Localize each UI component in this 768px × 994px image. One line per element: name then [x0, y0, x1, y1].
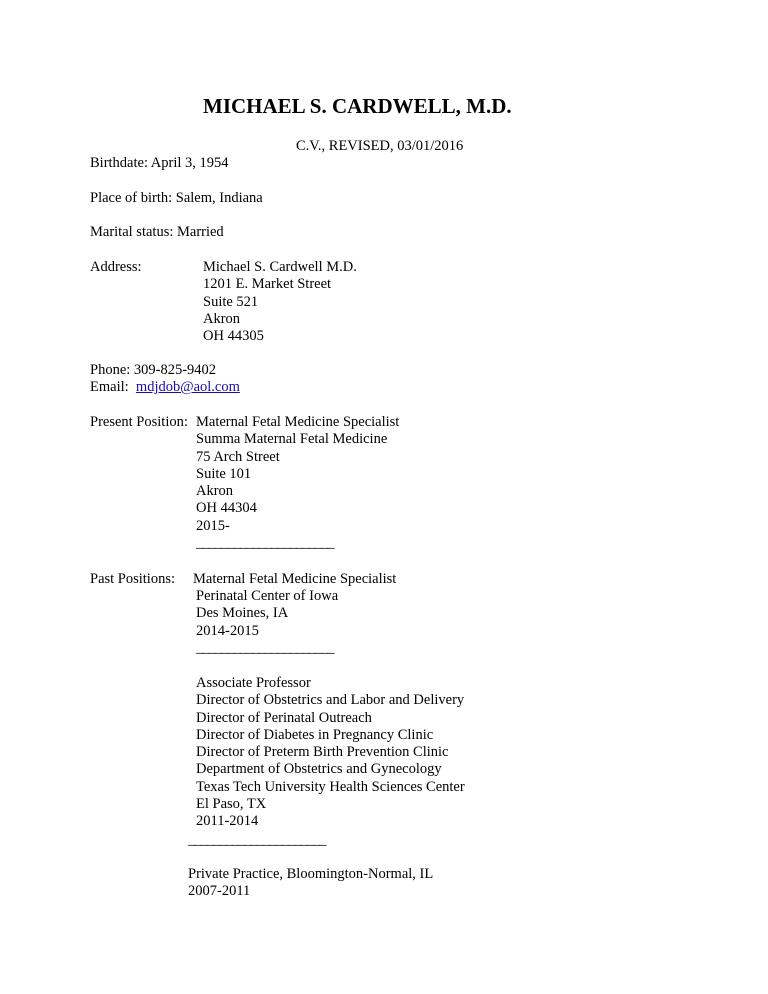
position-line: Private Practice, Bloomington-Normal, IL [188, 866, 434, 882]
address-line: Michael S. Cardwell M.D. [203, 259, 357, 275]
address-line: OH 44305 [203, 328, 264, 345]
separator-line: ______________________ [196, 535, 334, 552]
position-line: Suite 101 [196, 465, 252, 482]
position-line: Des Moines, IA [196, 605, 289, 622]
position-line: OH 44304 [196, 500, 257, 517]
position-line: Department of Obstetrics and Gynecology [196, 761, 442, 778]
email-label: Email: [90, 379, 129, 395]
position-line: 2015- [196, 517, 230, 534]
address-line: 1201 E. Market Street [203, 276, 332, 293]
position-line: Summa Maternal Fetal Medicine [196, 431, 388, 448]
position-line: 2014-2015 [196, 622, 259, 639]
email-row [90, 379, 240, 396]
position-line: 75 Arch Street [196, 448, 280, 465]
position-line: Director of Preterm Birth Prevention Clinic [196, 744, 449, 761]
iowa-position-first-line: Maternal Fetal Medicine Specialist [193, 571, 397, 587]
position-line: Akron [196, 483, 234, 500]
private-practice-block [188, 866, 433, 901]
address-line: Suite 521 [203, 293, 259, 310]
position-line: Texas Tech University Health Sciences Center [196, 778, 465, 795]
present-position-label: Present Position: [90, 414, 188, 430]
email-link[interactable]: mdjdob@aol.com [135, 379, 240, 395]
position-line: El Paso, TX [196, 796, 267, 813]
position-line: 2011-2014 [196, 813, 259, 830]
position-line: Director of Diabetes in Pregnancy Clinic [196, 726, 434, 743]
address-line: Akron [203, 310, 241, 327]
birthdate: Birthdate: April 3, 1954 [90, 155, 229, 171]
page-title: MICHAEL S. CARDWELL, M.D. [203, 94, 512, 118]
texas-tech-position-block [196, 675, 465, 831]
iowa-position-block [196, 588, 338, 657]
position-line: Perinatal Center of Iowa [196, 588, 339, 604]
position-line: Director of Perinatal Outreach [196, 709, 372, 726]
position-line: Maternal Fetal Medicine Specialist [196, 414, 400, 430]
past-positions-label: Past Positions: [90, 571, 176, 587]
phone: Phone: 309-825-9402 [90, 362, 217, 378]
separator-line: ______________________ [196, 639, 334, 656]
position-line: Associate Professor [196, 675, 311, 691]
position-line: Director of Obstetrics and Labor and Delivery [196, 692, 465, 709]
address-block [203, 259, 357, 345]
present-position-block [196, 414, 399, 552]
separator-line: ______________________ [188, 832, 326, 848]
marital-status: Marital status: Married [90, 224, 224, 240]
place-of-birth: Place of birth: Salem, Indiana [90, 190, 263, 206]
revision-date: C.V., REVISED, 03/01/2016 [296, 138, 464, 154]
position-line: 2007-2011 [188, 883, 251, 900]
address-label: Address: [90, 259, 142, 275]
